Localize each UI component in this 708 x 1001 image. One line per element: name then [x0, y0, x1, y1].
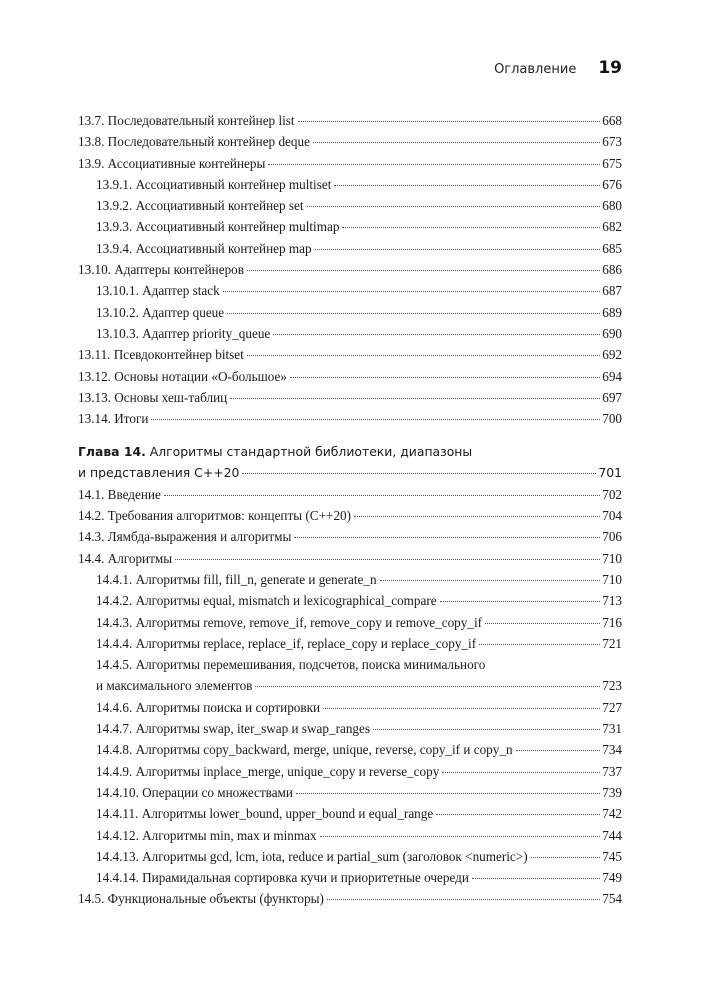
dot-leader [436, 814, 600, 815]
toc-entry-label: 14.4.9. Алгоритмы inplace_merge, unique_copy и reverse_copy [96, 763, 440, 779]
dot-leader [164, 495, 600, 496]
dot-leader [442, 772, 600, 773]
toc-entry[interactable] [78, 408, 622, 429]
toc-entry[interactable] [78, 526, 622, 547]
toc-entry-page: 676 [602, 176, 622, 192]
dot-leader [531, 857, 601, 858]
toc-entry-label: 14.4. Алгоритмы [78, 550, 173, 566]
dot-leader [354, 516, 600, 517]
toc-entry[interactable] [78, 718, 622, 739]
toc-entry[interactable] [78, 846, 622, 867]
toc-entry-label: 13.11. Псевдоконтейнер bitset [78, 347, 244, 363]
toc-entry-label: 14.5. Функциональные объекты (функторы) [78, 891, 324, 907]
toc-entry[interactable] [78, 782, 622, 803]
dot-leader [479, 644, 600, 645]
toc-entry-label: 13.10.1. Адаптер stack [96, 283, 220, 299]
chapter-14-heading[interactable] [78, 441, 622, 483]
toc-entry-page: 668 [602, 113, 622, 128]
toc-entry-label: 13.7. Последовательный контейнер list [78, 113, 295, 128]
toc-entry[interactable] [78, 387, 622, 408]
dot-leader [298, 121, 601, 122]
toc-entry-label: 14.4.7. Алгоритмы swap, iter_swap и swap_ranges [96, 721, 370, 737]
chapter-title-part2: и представления C++20 [78, 465, 240, 481]
toc-section-13 [78, 110, 622, 429]
toc-entry-page: 749 [602, 870, 622, 886]
dot-leader [472, 878, 600, 879]
toc-entry-label: 14.2. Требования алгоритмов: концепты (C++20) [78, 508, 352, 524]
toc-entry-label: 13.9.2. Ассоциативный контейнер set [96, 198, 304, 214]
toc-entry[interactable] [78, 280, 622, 301]
toc-entry-page: 686 [602, 262, 622, 278]
dot-leader [380, 580, 601, 581]
toc-entry[interactable] [78, 803, 622, 824]
toc-entry-label: 13.9. Ассоциативные контейнеры [78, 155, 266, 171]
toc-entry[interactable] [78, 888, 622, 909]
toc-entry-page: 673 [602, 134, 622, 150]
toc-entry-label: 14.4.12. Алгоритмы min, max и minmax [96, 827, 317, 843]
toc-entry-label: 14.4.4. Алгоритмы replace, replace_if, replace_copy и replace_copy_if [96, 635, 477, 651]
toc-section-14b [78, 697, 622, 910]
toc-entry-page: 745 [602, 848, 622, 864]
dot-leader [342, 227, 600, 228]
toc-entry[interactable] [78, 867, 622, 888]
toc-entry[interactable] [78, 590, 622, 611]
dot-leader [313, 142, 600, 143]
dot-leader [516, 750, 601, 751]
dot-leader [296, 793, 600, 794]
table-of-contents [78, 110, 622, 910]
dot-leader [440, 601, 601, 602]
toc-entry-page: 739 [602, 784, 622, 800]
toc-entry-label-line1: 14.4.5. Алгоритмы перемешивания, подсчетов, поиска минимального [96, 657, 486, 673]
toc-entry-page: 742 [602, 806, 622, 822]
toc-entry-label: 14.4.6. Алгоритмы поиска и сортировки [96, 699, 321, 715]
toc-entry[interactable] [78, 323, 622, 344]
toc-entry[interactable] [78, 825, 622, 846]
toc-entry-page: 692 [602, 347, 622, 363]
toc-entry-label: 13.10. Адаптеры контейнеров [78, 262, 244, 278]
dot-leader [273, 334, 600, 335]
toc-entry-label: 14.3. Лямбда-выражения и алгоритмы [78, 529, 292, 545]
toc-entry-label: 13.8. Последовательный контейнер deque [78, 134, 310, 150]
dot-leader [320, 836, 601, 837]
toc-entry-label-line2: и максимального элементов [96, 678, 253, 694]
toc-entry-page: 710 [602, 571, 622, 587]
toc-entry-label: 14.1. Введение [78, 486, 161, 502]
toc-entry-label: 14.4.10. Операции со множествами [96, 784, 293, 800]
toc-entry-page: 721 [602, 635, 622, 651]
chapter-title-line2 [78, 462, 622, 483]
toc-entry-label: 13.10.2. Адаптер queue [96, 304, 225, 320]
toc-entry[interactable] [78, 259, 622, 280]
dot-leader [223, 291, 600, 292]
toc-entry[interactable] [78, 697, 622, 718]
chapter-number: Глава 14. [78, 444, 146, 460]
dot-leader [230, 398, 600, 399]
toc-entry[interactable] [78, 569, 622, 590]
chapter-page: 701 [598, 465, 622, 481]
toc-section-14a [78, 484, 622, 654]
toc-entry[interactable] [78, 174, 622, 195]
toc-entry-label: 13.9.4. Ассоциативный контейнер map [96, 240, 312, 256]
toc-entry-page: 694 [602, 368, 622, 384]
toc-entry[interactable] [78, 344, 622, 365]
toc-entry-page: 731 [602, 721, 622, 737]
toc-entry-page: 682 [602, 219, 622, 235]
toc-entry-label: 14.4.11. Алгоритмы lower_bound, upper_bound и equal_range [96, 806, 434, 822]
toc-entry-page: 685 [602, 240, 622, 256]
toc-entry[interactable] [78, 216, 622, 237]
toc-entry[interactable] [78, 484, 622, 505]
toc-entry[interactable] [78, 302, 622, 323]
toc-entry-page: 675 [602, 155, 622, 171]
toc-entry[interactable] [78, 548, 622, 569]
dot-leader [315, 249, 601, 250]
dot-leader [175, 559, 600, 560]
toc-entry-label: 14.4.1. Алгоритмы fill, fill_n, generate и generate_n [96, 571, 377, 587]
toc-entry-page: 706 [602, 529, 622, 545]
toc-entry-page: 680 [602, 198, 622, 214]
toc-entry[interactable] [78, 366, 622, 387]
toc-entry-line2 [96, 675, 622, 696]
toc-entry-page: 744 [602, 827, 622, 843]
toc-entry[interactable] [78, 612, 622, 633]
toc-entry[interactable] [78, 505, 622, 526]
toc-entry[interactable] [78, 633, 622, 654]
toc-entry[interactable] [78, 131, 622, 152]
dot-leader [268, 164, 600, 165]
toc-entry-page: 713 [602, 593, 622, 609]
toc-entry-label: 13.10.3. Адаптер priority_queue [96, 325, 271, 341]
toc-entry[interactable] [78, 110, 622, 131]
toc-entry-label: 14.4.2. Алгоритмы equal, mismatch и lexicographical_compare [96, 593, 437, 609]
dot-leader [294, 537, 600, 538]
toc-entry[interactable] [78, 761, 622, 782]
toc-entry[interactable] [78, 153, 622, 174]
chapter-title-line1 [78, 441, 622, 462]
dot-leader [151, 419, 600, 420]
toc-entry-page: 723 [602, 678, 622, 694]
toc-entry-label: 14.4.8. Алгоритмы copy_backward, merge, unique, reverse, copy_if и copy_n [96, 742, 513, 758]
dot-leader [485, 623, 600, 624]
dot-leader [247, 270, 600, 271]
dot-leader [327, 899, 600, 900]
dot-leader [323, 708, 600, 709]
toc-entry-label: 13.13. Основы хеш-таблиц [78, 389, 228, 405]
dot-leader [227, 313, 600, 314]
toc-entry-page: 689 [602, 304, 622, 320]
toc-entry-label: 13.9.1. Ассоциативный контейнер multiset [96, 176, 332, 192]
toc-entry-page: 697 [602, 389, 622, 405]
toc-entry[interactable] [78, 238, 622, 259]
toc-entry-label: 13.9.3. Ассоциативный контейнер multimap [96, 219, 340, 235]
toc-entry-page: 754 [602, 891, 622, 907]
chapter-title-part1: Алгоритмы стандартной библиотеки, диапазоны [145, 444, 473, 460]
toc-entry-label: 13.12. Основы нотации «O-большое» [78, 368, 287, 384]
toc-entry-label: 13.14. Итоги [78, 411, 149, 427]
dot-leader [255, 686, 600, 687]
toc-entry-label: 14.4.13. Алгоритмы gcd, lcm, iota, reduce и partial_sum (заголовок <numeric>) [96, 848, 528, 864]
running-title: Оглавление [494, 62, 577, 77]
toc-entry-page: 727 [602, 699, 622, 715]
toc-entry-label: 14.4.3. Алгоритмы remove, remove_if, remove_copy и remove_copy_if [96, 614, 483, 630]
dot-leader [290, 377, 600, 378]
toc-entry-page: 702 [602, 486, 622, 502]
toc-entry-page: 737 [602, 763, 622, 779]
toc-entry[interactable] [78, 195, 622, 216]
toc-entry-page: 710 [602, 550, 622, 566]
toc-entry-page: 690 [602, 325, 622, 341]
toc-entry-page: 704 [602, 508, 622, 524]
dot-leader [334, 185, 600, 186]
dot-leader [307, 206, 601, 207]
toc-entry-wrapped[interactable] [78, 654, 622, 697]
dot-leader [247, 355, 600, 356]
toc-entry-page: 700 [602, 411, 622, 427]
page-number: 19 [598, 58, 622, 78]
dot-leader [242, 473, 596, 474]
page-header [494, 58, 622, 78]
dot-leader [373, 729, 600, 730]
toc-entry-label: 14.4.14. Пирамидальная сортировка кучи и приоритетные очереди [96, 870, 469, 886]
toc-entry[interactable] [78, 739, 622, 760]
toc-entry-page: 716 [602, 614, 622, 630]
toc-entry-page: 734 [602, 742, 622, 758]
toc-entry-page: 687 [602, 283, 622, 299]
